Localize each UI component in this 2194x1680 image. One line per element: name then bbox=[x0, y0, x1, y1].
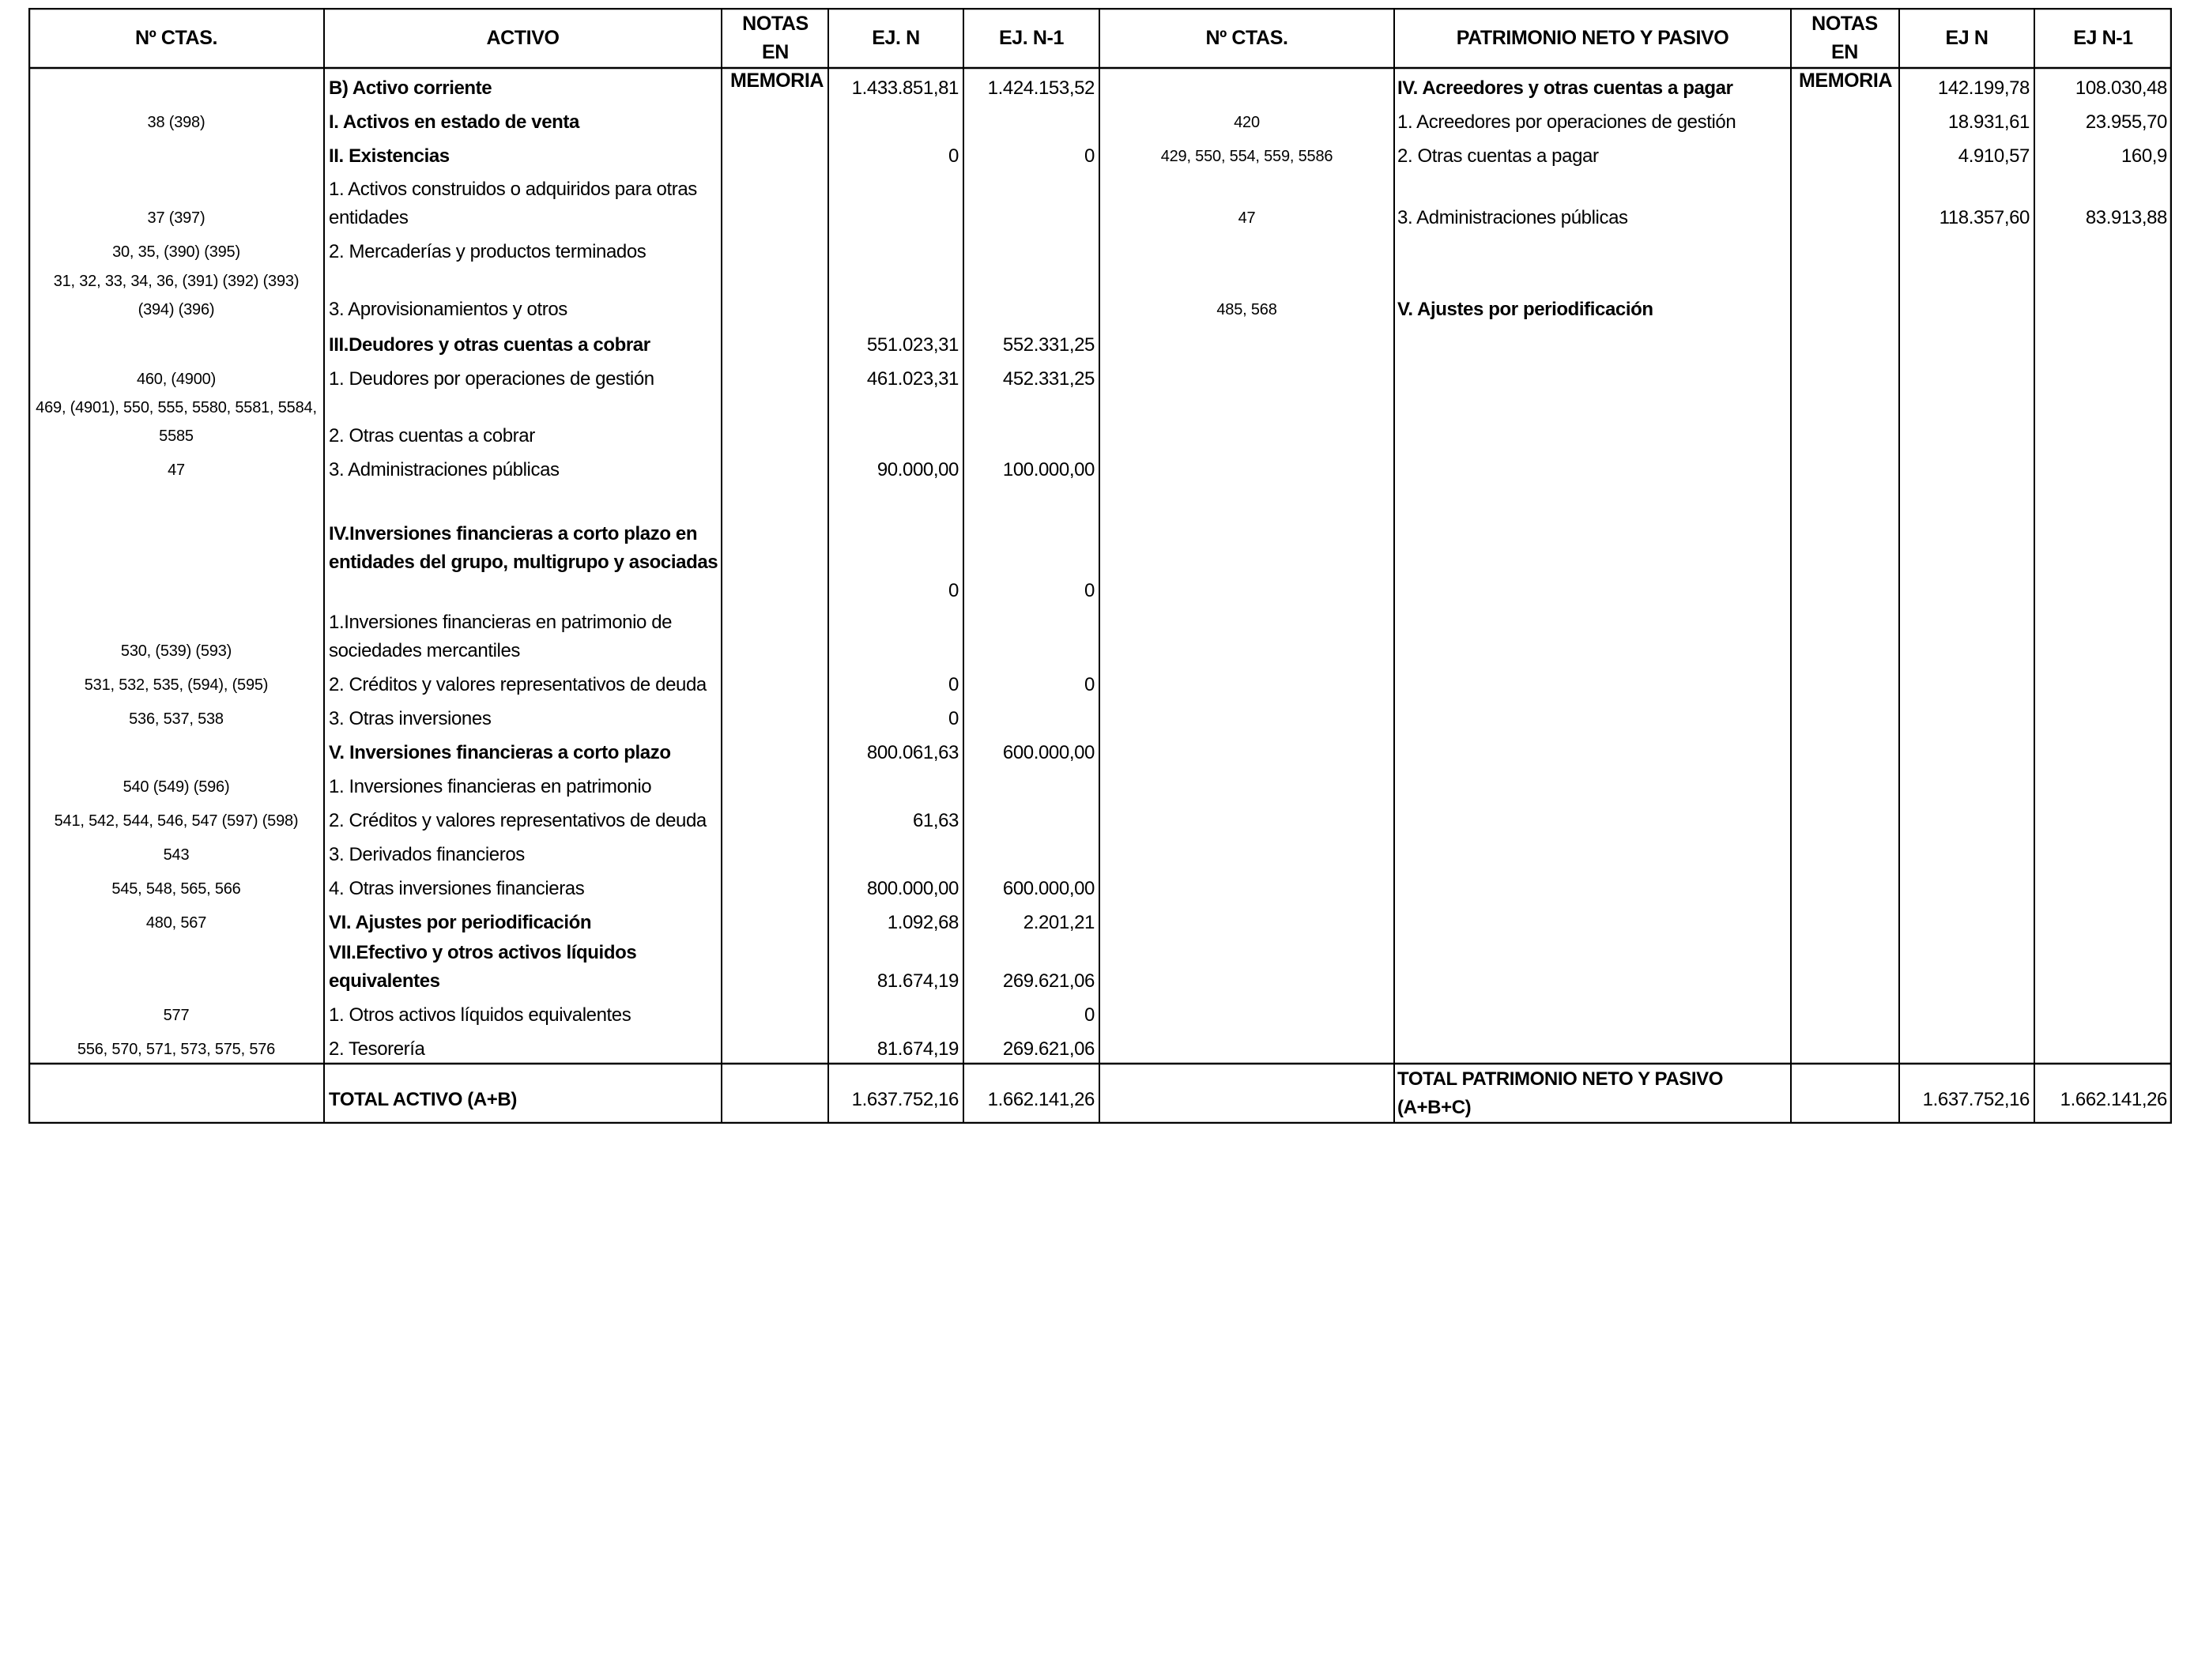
activo-row-ctas: 545, 548, 565, 566 bbox=[111, 880, 241, 898]
activo-row-label: 1. Inversiones financieras en patrimonio bbox=[329, 776, 652, 797]
total-activo-ejn1: 1.662.141,26 bbox=[987, 1089, 1095, 1110]
activo-row-ejn: 800.061,63 bbox=[866, 742, 959, 763]
activo-row-ejn: 461.023,31 bbox=[866, 368, 959, 390]
activo-row-label: 1. Activos construidos o adquiridos para otras entidades bbox=[329, 179, 697, 228]
header-notas-activo: NOTAS EN MEMORIA bbox=[730, 13, 824, 92]
activo-row-ctas: 460, (4900) bbox=[136, 371, 217, 388]
pasivo-row-ejn: 4.910,57 bbox=[1958, 145, 2030, 167]
activo-row-ctas: 536, 537, 538 bbox=[129, 710, 224, 728]
pasivo-row-ctas: 429, 550, 554, 559, 5586 bbox=[1160, 148, 1333, 165]
pasivo-row-ctas: 47 bbox=[1238, 209, 1256, 227]
activo-row-label: VII.Efectivo y otros activos líquidos equivalentes bbox=[329, 942, 637, 992]
activo-row-ejn1: 600.000,00 bbox=[1002, 878, 1095, 899]
activo-row-ejn1: 0 bbox=[1084, 145, 1095, 167]
total-pasivo-ejn1: 1.662.141,26 bbox=[2060, 1089, 2167, 1110]
activo-row-ejn1: 552.331,25 bbox=[1002, 334, 1095, 356]
pasivo-row-label: 3. Administraciones públicas bbox=[1397, 207, 1628, 228]
pasivo-row-ejn1: 108.030,48 bbox=[2075, 77, 2167, 99]
activo-row-ejn1: 0 bbox=[1084, 1004, 1095, 1026]
activo-row-ctas: 38 (398) bbox=[147, 114, 205, 131]
activo-row-ejn: 81.674,19 bbox=[876, 970, 959, 992]
header-ctas-pasivo: Nº CTAS. bbox=[1205, 27, 1288, 49]
total-pasivo-ejn: 1.637.752,16 bbox=[1922, 1089, 2030, 1110]
activo-row-ctas: 30, 35, (390) (395) bbox=[112, 243, 240, 261]
activo-row-label: 2. Créditos y valores representativos de deuda bbox=[329, 674, 707, 695]
activo-row-ejn: 1.433.851,81 bbox=[851, 77, 959, 99]
activo-row-ejn: 90.000,00 bbox=[876, 459, 959, 480]
pasivo-row-ejn1: 23.955,70 bbox=[2085, 111, 2167, 133]
activo-row-ejn: 0 bbox=[948, 580, 959, 601]
activo-row-ejn: 551.023,31 bbox=[866, 334, 959, 356]
pasivo-row-ejn: 18.931,61 bbox=[1947, 111, 2030, 133]
activo-row-ejn1: 600.000,00 bbox=[1002, 742, 1095, 763]
activo-row-ctas: 37 (397) bbox=[147, 209, 205, 227]
activo-row-label: III.Deudores y otras cuentas a cobrar bbox=[329, 334, 650, 356]
activo-row-label: 2. Otras cuentas a cobrar bbox=[329, 425, 535, 446]
header-ejn-pasivo: EJ N bbox=[1945, 27, 1989, 49]
activo-row-ctas: 480, 567 bbox=[145, 914, 207, 932]
activo-row-label: I. Activos en estado de venta bbox=[329, 111, 579, 133]
activo-row-ctas: 543 bbox=[163, 846, 190, 864]
activo-row-ejn: 1.092,68 bbox=[887, 912, 959, 933]
activo-row-label: V. Inversiones financieras a corto plazo bbox=[329, 742, 671, 763]
activo-row-label: VI. Ajustes por periodificación bbox=[329, 912, 592, 933]
activo-row-ejn1: 100.000,00 bbox=[1002, 459, 1095, 480]
activo-row-ctas: 47 bbox=[168, 461, 185, 479]
activo-row-ejn: 0 bbox=[948, 708, 959, 729]
total-activo-label: TOTAL ACTIVO (A+B) bbox=[329, 1089, 517, 1110]
activo-row-ejn1: 452.331,25 bbox=[1002, 368, 1095, 390]
activo-row-label: IV.Inversiones financieras a corto plazo en entidades del grupo, multigrupo y asociadas bbox=[329, 523, 718, 573]
header-pasivo: PATRIMONIO NETO Y PASIVO bbox=[1456, 27, 1729, 49]
activo-row-ctas: 540 (549) (596) bbox=[123, 778, 230, 796]
activo-row-ejn: 81.674,19 bbox=[876, 1038, 959, 1060]
header-ejn1-pasivo: EJ N-1 bbox=[2073, 27, 2133, 49]
activo-row-label: 1. Deudores por operaciones de gestión bbox=[329, 368, 654, 390]
activo-row-ejn1: 269.621,06 bbox=[1002, 1038, 1095, 1060]
activo-row-label: B) Activo corriente bbox=[329, 77, 492, 99]
total-pasivo-label: TOTAL PATRIMONIO NETO Y PASIVO (A+B+C) bbox=[1397, 1068, 1724, 1118]
pasivo-row-ctas: 420 bbox=[1234, 114, 1260, 131]
activo-row-ctas: 469, (4901), 550, 555, 5580, 5581, 5584, 5585 bbox=[36, 399, 317, 445]
activo-row-ctas: 530, (539) (593) bbox=[120, 642, 232, 660]
pasivo-row-ejn1: 160,9 bbox=[2120, 145, 2167, 167]
pasivo-row-ejn1: 83.913,88 bbox=[2085, 207, 2167, 228]
activo-row-label: II. Existencias bbox=[329, 145, 450, 167]
activo-row-ejn1: 0 bbox=[1084, 580, 1095, 601]
activo-row-ctas: 531, 532, 535, (594), (595) bbox=[84, 676, 269, 694]
pasivo-row-label: V. Ajustes por periodificación bbox=[1397, 299, 1653, 320]
header-activo: ACTIVO bbox=[486, 27, 560, 49]
activo-row-ctas: 556, 570, 571, 573, 575, 576 bbox=[77, 1041, 276, 1058]
activo-row-ejn: 800.000,00 bbox=[866, 878, 959, 899]
activo-row-label: 1. Otros activos líquidos equivalentes bbox=[329, 1004, 631, 1026]
activo-row-ctas: 541, 542, 544, 546, 547 (597) (598) bbox=[54, 812, 299, 830]
activo-row-label: 2. Mercaderías y productos terminados bbox=[329, 241, 647, 262]
activo-row-ejn: 61,63 bbox=[912, 810, 959, 831]
activo-row-ejn: 0 bbox=[948, 674, 959, 695]
activo-row-ejn1: 269.621,06 bbox=[1002, 970, 1095, 992]
activo-row-ctas: 577 bbox=[163, 1007, 190, 1024]
pasivo-row-ejn: 118.357,60 bbox=[1939, 207, 2030, 228]
activo-row-ejn1: 2.201,21 bbox=[1023, 912, 1095, 933]
activo-row-ejn1: 1.424.153,52 bbox=[987, 77, 1095, 99]
pasivo-row-label: 2. Otras cuentas a pagar bbox=[1397, 145, 1599, 167]
header-ctas-activo: Nº CTAS. bbox=[134, 27, 218, 49]
activo-row-ejn1: 0 bbox=[1084, 674, 1095, 695]
activo-row-label: 1.Inversiones financieras en patrimonio de sociedades mercantiles bbox=[329, 612, 673, 661]
balance-sheet-table bbox=[28, 8, 2172, 1124]
header-notas-pasivo: NOTAS EN MEMORIA bbox=[1799, 13, 1893, 92]
pasivo-row-ejn: 142.199,78 bbox=[1937, 77, 2030, 99]
activo-row-ejn: 0 bbox=[948, 145, 959, 167]
pasivo-row-label: IV. Acreedores y otras cuentas a pagar bbox=[1397, 77, 1733, 99]
total-activo-ejn: 1.637.752,16 bbox=[851, 1089, 959, 1110]
activo-row-ctas: 31, 32, 33, 34, 36, (391) (392) (393) (394) (396) bbox=[53, 273, 300, 318]
activo-row-label: 3. Derivados financieros bbox=[329, 844, 525, 865]
header-ejn1-activo: EJ. N-1 bbox=[999, 27, 1064, 49]
activo-row-label: 3. Administraciones públicas bbox=[329, 459, 560, 480]
pasivo-row-label: 1. Acreedores por operaciones de gestión bbox=[1397, 111, 1736, 133]
activo-row-label: 3. Otras inversiones bbox=[329, 708, 492, 729]
header-ejn-activo: EJ. N bbox=[872, 27, 920, 49]
activo-row-label: 4. Otras inversiones financieras bbox=[329, 878, 585, 899]
pasivo-row-ctas: 485, 568 bbox=[1216, 301, 1277, 318]
activo-row-label: 2. Créditos y valores representativos de deuda bbox=[329, 810, 707, 831]
activo-row-label: 3. Aprovisionamientos y otros bbox=[329, 299, 567, 320]
activo-row-label: 2. Tesorería bbox=[329, 1038, 425, 1060]
